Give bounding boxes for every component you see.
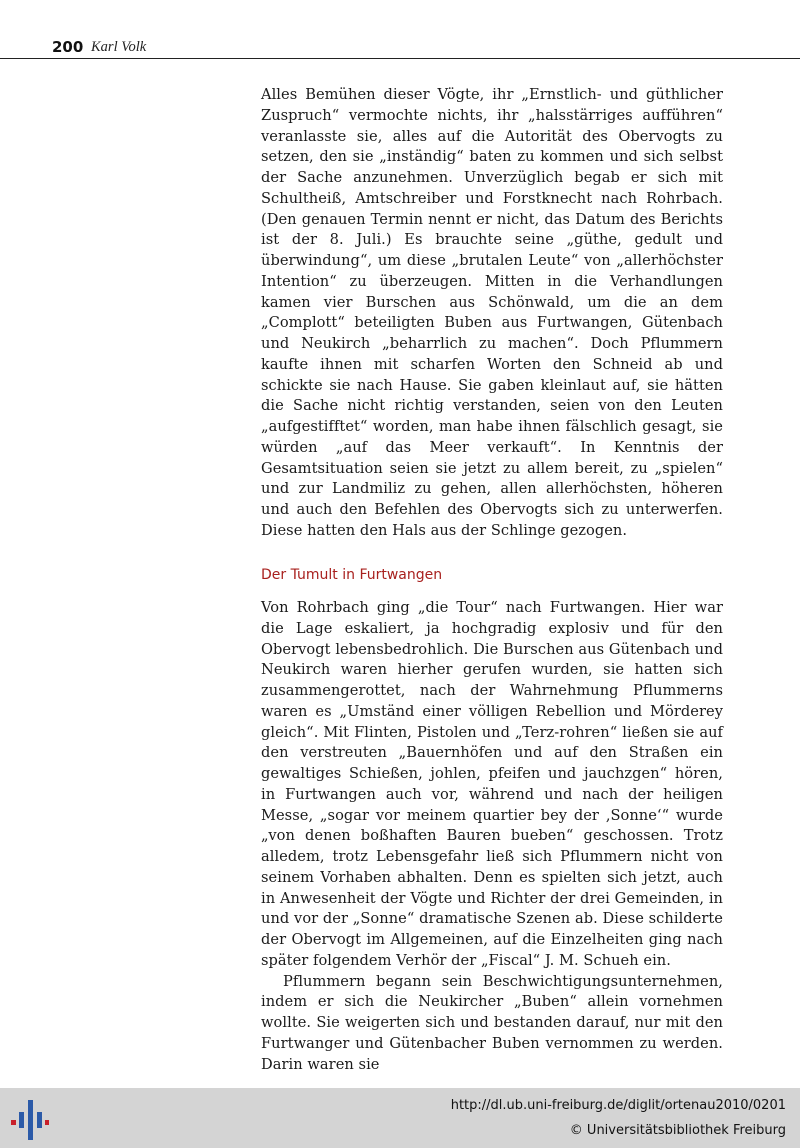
page-number: 200 [52,38,84,56]
text-block-top [261,85,723,542]
footer-bar [0,1088,800,1148]
section-heading: Der Tumult in Furtwangen [261,567,443,583]
paragraph: Von Rohrbach ging „die Tour“ nach Furtwangen. Hier war die Lage eskaliert, ja hochgradig explosiv und für den Obervogt lebensbedrohlich. Die Burschen aus Gütenbach und Neukirch waren hierher gerufen wurden, sie hatten sich zusammengerottet, nach der Wahrnehmung Pflummerns waren es „Umständ einer völligen Rebellion und Mörderey gleich“. Mit Flinten, Pistolen und „Terz-rohren“ ließen sie auf den verstreuten „Bauernhöfen und auf den Straßen ein gewaltiges Schießen, johlen, pfeifen und jauchzgen“ hören, in Furtwangen auch vor, während und nach der heiligen Messe, „sogar vor meinem quartier bey der ‚Sonne‘“ wurde „von denen boßhaften Bauren bueben“ geschossen. Trotz alledem, trotz Lebensgefahr ließ sich Pflummern nicht von seinem Vorhaben abhalten. Denn es spielten sich jetzt, auch in Anwesenheit der Vögte und Richter der drei Gemeinden, in und vor der „Sonne“ dramatische Szenen ab. Diese schilderte der Obervogt im Allgemeinen, auf die Einzelheiten ging nach später folgendem Verhör der „Fiscal“ J. M. Schueh ein. [261,599,723,969]
running-head-author: Karl Volk [91,39,147,55]
footer-copyright: © Universitätsbibliothek Freiburg [569,1123,786,1138]
ub-freiburg-logo-icon[interactable] [10,1098,50,1142]
paragraph: Alles Bemühen dieser Vögte, ihr „Ernstlich- und güthlicher Zuspruch“ vermochte nichts, ihr „halsstärriges aufführen“ veranlasste sie, alles auf die Autorität des Obervogts zu setzen, den sie „inständig“ baten zu kommen und sich selbst der Sache anzunehmen. Unverzüglich begab er sich mit Schultheiß, Amtschreiber und Forstknecht nach Rohrbach. (Den genauen Termin nennt er nicht, das Datum des Berichts ist der 8. Juli.) Es brauchte seine „güthe, gedult und überwindung“, um diese „brutalen Leute“ von „allerhöchster Intention“ zu überzeugen. Mitten in die Verhandlungen kamen vier Burschen aus Schönwald, um die an dem „Complott“ beteiligten Buben aus Furtwangen, Gütenbach und Neukirch „beharrlich zu machen“. Doch Pflummern kaufte ihnen mit scharfen Worten den Schneid ab und schickte sie nach Hause. Sie gaben kleinlaut auf, sie hätten die Sache nicht richtig verstanden, seien von den Leuten „aufgestifftet“ worden, man habe ihnen fälschlich gesagt, sie würden „auf das Meer verkauft“. In Kenntnis der Gesamtsituation seien sie jetzt zu allem bereit, zu „spielen“ und zur Landmiliz zu gehen, allen allerhöchsten, höheren und auch den Befehlen des Obervogts sich zu unterwerfen. Diese hatten den Hals aus der Schlinge gezogen. [261,86,723,539]
text-block-bottom [261,598,723,1075]
running-head [0,36,800,59]
paragraph: Pflummern begann sein Beschwichtigungsunternehmen, indem er sich die Neukircher „Buben“ allein vornehmen wollte. Sie weigerten sich und bestanden darauf, nur mit den Furtwanger und Gütenbacher Buben vernommen zu werden. Darin waren sie [261,972,723,1073]
footer-url-link[interactable]: http://dl.ub.uni-freiburg.de/diglit/ortenau2010/0201 [450,1098,786,1113]
